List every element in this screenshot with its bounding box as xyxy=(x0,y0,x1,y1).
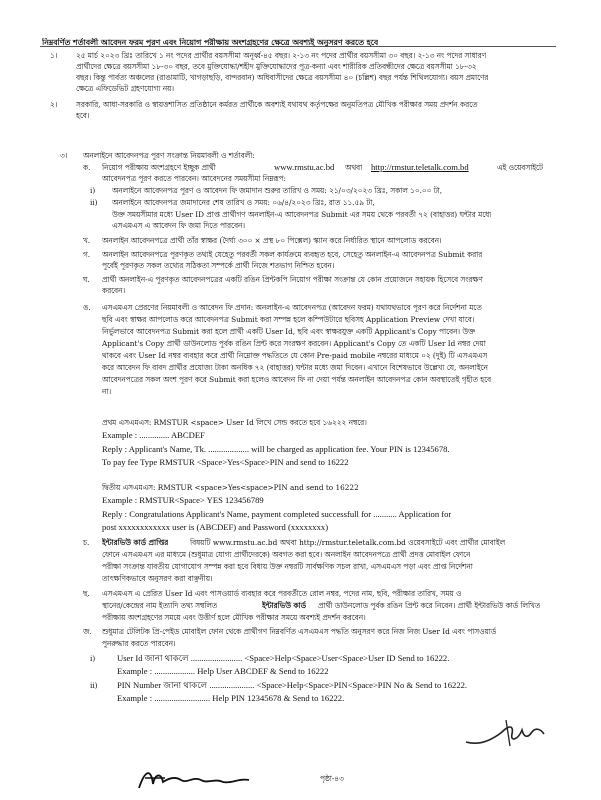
pin-recovery-example: Example : .......................... Help PIN 12345678 & Send to 16222. xyxy=(117,693,345,703)
item-ga-text: পূর্বেই পূরণকৃত সকল তথ্যের সঠিকতা সম্পর্কে প্রার্থী নিজে শতভাগ নিশ্চিত হবেন। xyxy=(102,261,335,270)
first-sms-example: Example : .............. ABCDEF xyxy=(102,430,205,440)
header-rule xyxy=(40,46,556,47)
item-gha-text: প্রার্থী অনলাইন-এ পূরণকৃত আবেদনপত্রের একটি রঙিন প্রিন্টকপি নিয়োগ পরীক্ষা সংক্রান্ত যে কোন প্রয়োজনে সহায়ক হিসেবে সংরক্ষণ xyxy=(102,275,483,284)
item-chha-text: প্রার্থী ডাউনলোড পূর্বক রঙিন প্রিন্ট করে নিবেন। প্রার্থী ইন্টারভিউ কার্ড লিখিত xyxy=(318,601,541,610)
interview-card-text: ইন্টারভিউ কার্ড xyxy=(262,601,307,610)
item-ga-label: গ. xyxy=(83,250,91,259)
section-1-line: ক্ষেত্রে এফিডেভিট গ্রহণযোগ্য নয়। xyxy=(76,84,175,93)
userid-recovery-format: User Id জানা থাকলে ........................ <Space>Help<Space>User<Space>User ID Send to 16222. xyxy=(117,653,450,663)
roman-numeral: i) xyxy=(90,654,96,663)
pin-recovery-format: PIN Number জানা থাকলে ..................... <Space>Help<Space>PIN<Space>PIN No & Send to 16222. xyxy=(117,680,468,690)
item-cha-text: বিষয়টি www.rmstu.ac.bd অথবা http://rmstur.teletalk.com.bd ওয়েবসাইটে এবং প্রার্থীর মোবাইল xyxy=(190,538,506,547)
signature-right xyxy=(462,712,552,752)
sms-rules-line: না। xyxy=(102,387,112,396)
item-gha-text: করবেন। xyxy=(102,286,126,295)
section-2-line: সরকারি, আধা-সরকারি ও স্বায়ত্তশাসিত প্রতিষ্ঠানে কর্মরত প্রার্থীকে অবশ্যই যথাযথ কর্তৃপক্ষের অনুমতিপত্র মৌখিক পরীক্ষার সময় প্রদর্শন করতে xyxy=(76,100,478,109)
section-3-number: ৩। xyxy=(60,151,68,160)
item-chha-text: পরীক্ষায় অংশগ্রহণের সময়ে এবং উত্তীর্ণ হলে মৌখিক পরীক্ষার সময়ে অবশ্যই প্রদর্শন করবেন। xyxy=(102,613,366,622)
first-sms-pay-instruction: To pay fee Type RMSTUR <Space>Yes<Space>PIN and send to 16222 xyxy=(102,457,349,467)
application-start-date: অনলাইনে আবেদনপত্র পূরণ ও আবেদন ফি জমাদান শুরুর তারিখ ও সময়: ২১/০৩/২০২৩ খ্রিঃ, সকাল ১০.০০ টা, xyxy=(112,186,443,195)
item-kha-text: অনলাইন আবেদনপত্রে প্রার্থী তাঁর স্বাক্ষর (দৈর্ঘ্য ৩০০ × প্রস্থ ৮০ পিক্সেল) স্ক্যান করে নির্ধারিত স্থানে আপলোড করবেন। xyxy=(102,236,442,245)
second-sms-example: Example : RMSTUR<Space> YES 123456789 xyxy=(102,495,264,505)
item-ga-text: অনলাইন আবেদনপত্রে পূরণকৃত তথ্যই যেহেতু পরবর্তী সকল কার্যক্রমে ব্যবহৃত হবে, সেহেতু অনলাইন-এ আবেদনপত্র Submit করার xyxy=(102,250,483,259)
section-1-line: প্রার্থীদের ক্ষেত্রে বয়সসীমা ১৮-৩০ বছর, তবে মুক্তিযোদ্ধা/শহীদ মুক্তিযোদ্ধাদের পুত্র-কন্যা এবং শারীরিক প্রতিবন্ধীদের ক্ষেত্রে বয়সসীমা ১৮-৩২ xyxy=(76,62,477,71)
item-chha-label: ছ. xyxy=(83,589,90,598)
or-text: অথবা xyxy=(345,163,363,172)
item-ka-text: আবেদনপত্র পূরণ করতে পারবেন। আবেদনের সময়সীমা নিম্নরূপ: xyxy=(102,174,286,183)
item-uma-label: ঙ. xyxy=(83,303,91,312)
item-gha-label: ঘ. xyxy=(83,275,90,284)
item-kha-label: খ. xyxy=(83,236,91,245)
document-header: নিম্নবর্ণিত শর্তাবলী আবেদন ফরম পূরণ এবং নিয়োগ পরীক্ষায় অংশগ্রহণের ক্ষেত্রে অবশ্যই অনুসরণ করতে হবে xyxy=(42,38,379,47)
teletalk-website-link[interactable]: http://rmstur.teletalk.com.bd xyxy=(371,162,469,172)
roman-numeral: i) xyxy=(90,186,96,195)
item-cha-label: চ. xyxy=(83,538,90,547)
item-ja-text: পুনরুদ্ধার করতে পারবেন। xyxy=(102,639,176,648)
sms-rules-line: এসএমএস প্রেরণের নিয়মাবলী ও আবেদন ফি প্রদান: অনলাইন-এ আবেদনপত্র (আবেদন ফরম) যথাযথভাবে পূরণ করে নির্দেশনা মতে xyxy=(102,303,482,312)
second-sms-reply: post xxxxxxxxxxxx user is (ABCDEF) and Password (xxxxxxxx) xyxy=(102,522,329,532)
item-ka-text: নিয়োগ পরীক্ষায় অংশগ্রহণে ইচ্ছুক প্রার্থী xyxy=(102,163,216,172)
section-2-line: হবে। xyxy=(76,111,90,120)
fee-deadline-text: উক্ত সময়সীমার মধ্যে User ID প্রাপ্ত প্রার্থীগণ অনলাইন-এ আবেদনপত্র Submit এর সময় থেকে পরবর্তী ৭২ (বাহাত্তর) ঘন্টার মধ্যে xyxy=(112,210,492,219)
item-ja-text: শুধুমাত্র টেলিটক প্রি-পেইড মোবাইল ফোন থেকে প্রার্থীগণ নিম্নবর্ণিত এসএমএস পদ্ধতি অনুসরণ করে নিজ নিজ User Id এবং পাসওয়ার্ড xyxy=(102,627,497,636)
section-2-number: ২। xyxy=(50,100,58,109)
section-3-title: অনলাইনে আবেদনপত্র পূরণ সংক্রান্ত নিয়মাবলী ও শর্তাবলী: xyxy=(83,151,255,160)
item-chha-text: স্থানের/কেন্দ্রের নাম ইত্যাদি তথ্য সম্বলিত xyxy=(102,601,218,610)
roman-numeral: ii) xyxy=(90,681,98,690)
section-1-number: ১। xyxy=(50,51,58,60)
item-ja-label: জ. xyxy=(83,627,92,636)
item-cha-text: তাৎক্ষণিকভাবে অনুসরণ করা বাঞ্ছনীয়। xyxy=(102,574,213,583)
item-ka-label: ক. xyxy=(83,163,91,172)
section-1-line: ২৫ মার্চ ২০২৩ খ্রিঃ তারিখে ১ নং পদের প্রার্থীর বয়সসীমা অনূর্ধ্ব-৪৫ বছর। ২-১৩ নং পদের প্রার্থীর বয়সসীমা ৩০ বছর। ২-১৩ নং পদের সাধারণ xyxy=(76,51,487,60)
rmstu-website-link[interactable]: www.rmstu.ac.bd xyxy=(274,162,335,172)
sms-rules-line: নির্ভুলভাবে আবেদনপত্র Submit করা হলে প্রার্থী একটি User Id, ছবি এবং স্বাক্ষরযুক্ত একটি Applicant's Copy পাবেন। উক্ত xyxy=(102,327,476,336)
roman-numeral: ii) xyxy=(90,198,98,207)
item-ka-text: এই ওয়েবসাইটে xyxy=(497,163,543,172)
item-chha-text: এসএমএস এ প্রেরিত User Id এবং পাসওয়ার্ড ব্যবহার করে পরবর্তীতে রোল নম্বর, পদের নাম, ছবি, পরীক্ষার তারিখ, সময় ও xyxy=(102,589,462,598)
sms-rules-line: আবেদনপত্রের সকল অংশ পূরণ করে Submit করা হলেও আবেদন ফি না দেয়া পর্যন্ত অনলাইন আবেদনপত্র কোন অবস্থাতেই গৃহীত হবে xyxy=(102,375,492,384)
second-sms-instruction: দ্বিতীয় এসএমএস: RMSTUR <space>Yes<space>PIN and send to 16222 xyxy=(102,483,359,492)
userid-recovery-example: Example : ................... Help User ABCDEF & Send to 16222 xyxy=(117,666,329,676)
second-sms-reply: Reply : Congratulations Applicant's Name, payment completed successfull for ........... Application for xyxy=(102,509,452,519)
fee-deadline-text: এসএমএস এ আবেদন ফি জমা দিতে পারবেন। xyxy=(112,221,245,230)
sms-rules-line: থাকবে এবং User Id নম্বর ব্যবহার করে প্রার্থী নিম্নোক্ত পদ্ধতিতে যে কোন Pre-paid mobile নম্বরের মাধ্যমে ০২ (দুই) টি এসএমএস xyxy=(102,351,488,360)
sms-rules-line: করে আবেদন ফি বাবদ প্রার্থীর প্রযোজ্য টাকা অনধিক ৭২ (বাহাত্তর) ঘন্টার মধ্যে জমা দিবেন। এখানে বিশেষভাবে উল্লেখ্য যে, অনলাইনে xyxy=(102,363,488,372)
interview-card-heading: ইন্টারভিউ কার্ড প্রাপ্তির xyxy=(102,538,169,547)
section-1-line: বছর। কিন্তু পার্বত্য অঞ্চলের (রাঙামাটি, খাগড়াছড়ি, বান্দরবান) অধিবাসীদের ক্ষেত্রে বয়সসীমা ৪০ (চল্লিশ) বছর পর্যন্ত শিথিলযোগ্য। বয়স প্রমাণের xyxy=(76,73,489,82)
signature-left xyxy=(135,764,255,794)
item-cha-text: পরীক্ষা সংক্রান্ত যাবতীয় যোগাযোগ সম্পন্ন করা হবে বিধায় উক্ত নম্বরটি সার্বক্ষণিক সচল রাখা, এসএমএস পড়া এবং প্রাপ্ত নির্দেশনা xyxy=(102,562,473,571)
first-sms-reply: Reply : Applicant's Name, Tk. ................... will be charged as application fee. Your PIN is 12345678. xyxy=(102,444,450,454)
first-sms-instruction: প্রথম এসএমএস: RMSTUR <space> User Id লিখে সেন্ড করতে হবে ১৬২২২ নম্বরে। xyxy=(102,418,367,427)
item-cha-text: ফোনে এসএমএস এর মাধ্যমে (শুধুমাত্র যোগ্য প্রার্থীদেরকে) অবগত করা হবে। অনলাইন আবেদনপত্রে প্রার্থী প্রদত্ত মোবাইল ফোনে xyxy=(102,550,471,559)
sms-rules-line: Applicant's Copy প্রার্থী ডাউনলোড পূর্বক রঙিন প্রিন্ট করে সংরক্ষণ করবেন। Applicant's Copy তে একটি User Id নম্বর দেয়া xyxy=(102,339,486,348)
sms-rules-line: ছবি এবং স্বাক্ষর আপলোড করে আবেদনপত্র Submit করা সম্পন্ন হলে কম্পিউটারে ছবিসহ Application Preview দেখা যাবে। xyxy=(102,315,475,324)
page-number: পৃষ্ঠা-৪৩ xyxy=(320,774,344,783)
application-end-date: অনলাইনে আবেদনপত্র জমাদানের শেষ তারিখ ও সময়: ০৬/৪/২০২৩ খ্রিঃ, রাত ১১.৫৯ টা, xyxy=(112,198,375,207)
